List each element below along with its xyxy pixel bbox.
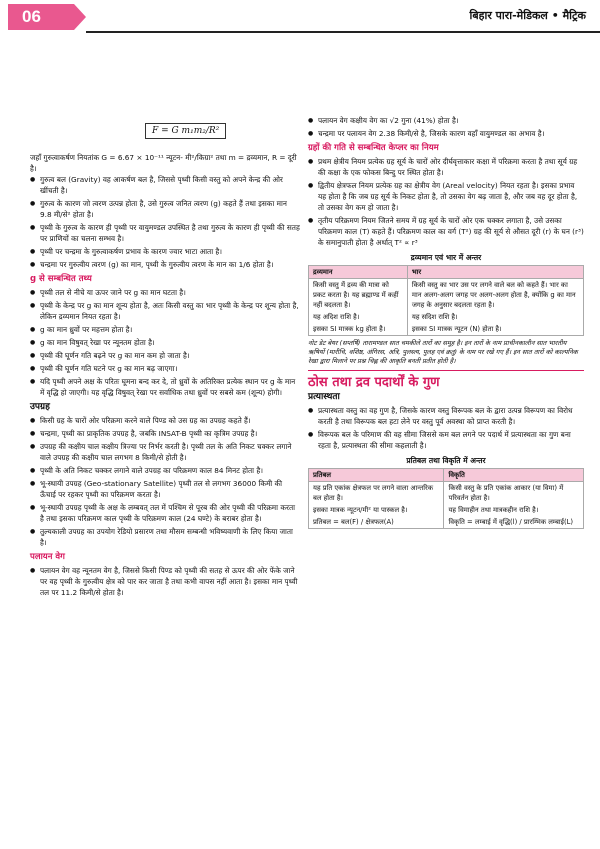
table-row <box>309 516 584 529</box>
book-title: बिहार पारा-मेडिकल • मैट्रिक <box>469 9 586 22</box>
list-item: ● पृथ्वी की घूर्णन गति घटने पर g का मान बढ़ जाएगा। <box>30 363 300 374</box>
list-item: ● भू-स्थायी उपग्रह पृथ्वी के अक्ष के लम्बवत् तल में पश्चिम से पूरब की ओर पृथ्वी की परिक्रमा करता है तथा इसका परिक्रमण काल पृथ्वी के परिक्रमण काल (24 घण्टे) के बराबर होता है। <box>30 502 300 524</box>
satellite-heading: उपग्रह <box>30 402 50 412</box>
list-item: ● प्रत्यास्थता वस्तु का वह गुण है, जिसके कारण वस्तु विरूपक बल के द्वारा उत्पन्न विरूपण का विरोध करती है तथा विरूपक बल हटा लेने पर वस्तु पूर्व अवस्था को प्राप्त करती है। <box>308 405 584 427</box>
list-item: ● g का मान ध्रुवों पर महत्तम होता है। <box>30 324 300 335</box>
table-cell: यह प्रति एकांक क्षेत्रफल पर लगने वाला आन्तरिक बल होता है। <box>309 482 444 505</box>
table-cell: इसका SI मात्रक kg होता है। <box>309 323 408 336</box>
g-facts-list <box>30 287 300 398</box>
solids-liquids-heading: ठोस तथा द्रव पदार्थों के गुण <box>308 375 440 390</box>
right-column <box>308 115 584 529</box>
table-cell: इसका मात्रक न्यूटन/मी² या पास्कल है। <box>309 504 444 516</box>
table-header: प्रतिबल <box>309 469 444 482</box>
table-cell: इसका SI मात्रक न्यूटन (N) होता है। <box>407 323 583 336</box>
list-item: ● पृथ्वी के केन्द्र पर g का मान शून्य होता है, अतः किसी वस्तु का भार पृथ्वी के केन्द्र पर शून्य होता है, लेकिन द्रव्यमान नियत रहता है। <box>30 300 300 322</box>
table-cell: प्रतिबल = बल(F) / क्षेत्रफल(A) <box>309 516 444 529</box>
list-item: ● g का मान विषुवत् रेखा पर न्यूनतम होता है। <box>30 337 300 348</box>
table-header: भार <box>407 266 583 279</box>
page-number: 06 <box>8 4 74 30</box>
escape-velocity-list <box>30 565 300 598</box>
table-row <box>309 504 584 516</box>
kepler-heading: ग्रहों की गति से सम्बन्धित केप्लर का नियम <box>308 143 439 153</box>
table-row <box>309 323 584 336</box>
escape-velocity-heading: पलायन वेग <box>30 552 65 562</box>
header-rule <box>86 31 600 33</box>
list-item: ● यदि पृथ्वी अपने अक्ष के परितः घूमना बन्द कर दे, तो ध्रुवों के अतिरिक्त प्रत्येक स्थान पर g के मान में वृद्धि हो जाएगी। यह वृद्धि विषुवत् रेखा पर सर्वाधिक तथा ध्रुवों पर सबसे कम (शून्य) होगी। <box>30 376 300 398</box>
table-cell: किसी वस्तु का भार उस पर लगने वाले बल को कहते हैं। भार का मान अलग-अलग जगह पर अलग-अलग होता है, क्योंकि g का मान जगह के अनुसार बदलता रहता है। <box>407 279 583 312</box>
table-cell: यह विमाहीन तथा मात्रकहीन राशि है। <box>444 504 584 516</box>
list-item: ● चन्द्रमा पर गुरुत्वीय त्वरण (g) का मान, पृथ्वी के गुरुत्वीय त्वरण के मान का 1/6 होता है। <box>30 259 300 270</box>
table-header: द्रव्यमान <box>309 266 408 279</box>
list-item: ● चन्द्रमा, पृथ्वी का प्राकृतिक उपग्रह है, जबकि INSAT-B पृथ्वी का कृत्रिम उपग्रह है। <box>30 428 300 439</box>
list-item: ● गुरुत्व बल (Gravity) वह आकर्षण बल है, जिससे पृथ्वी किसी वस्तु को अपने केन्द्र की ओर खींचती है। <box>30 174 300 196</box>
section-divider <box>308 370 584 371</box>
list-item: ● विरूपक बल के परिमाण की वह सीमा जिससे कम बल लगने पर पदार्थ में प्रत्यास्थता का गुण बना रहता है, प्रत्यास्थता की सीमा कहलाती है। <box>308 429 584 451</box>
mass-weight-table-title: द्रव्यमान एवं भार में अन्तर <box>410 253 482 262</box>
table-cell: यह सदिश राशि है। <box>407 311 583 323</box>
list-item: ● पृथ्वी के गुरुत्व के कारण ही पृथ्वी पर वायुमण्डल उपस्थित है तथा गुरुत्व के कारण ही पृथ्वी की सतह पर प्राणियों का चलना सम्भव है। <box>30 222 300 244</box>
list-item: ● पृथ्वी की घूर्णन गति बढ़ने पर g का मान कम हो जाता है। <box>30 350 300 361</box>
list-item: ● पृथ्वी पर चन्द्रमा के गुरुत्वाकर्षण प्रभाव के कारण ज्वार भाटा आता है। <box>30 246 300 257</box>
table-header: विकृति <box>444 469 584 482</box>
page-header <box>0 0 600 34</box>
table-cell: किसी वस्तु में द्रव्य की मात्रा को प्रकट करता है। यह ब्रह्माण्ड में कहीं नहीं बदलता है। <box>309 279 408 312</box>
table-cell: विकृति = लम्बाई में वृद्धि(l) / प्रारम्भिक लम्बाई(L) <box>444 516 584 529</box>
table-row <box>309 482 584 505</box>
table-cell: किसी वस्तु के प्रति एकांक आकार (या विमा) में परिवर्तन होता है। <box>444 482 584 505</box>
list-item: ● चन्द्रमा पर पलायन वेग 2.38 किमी/से है, जिसके कारण वहाँ वायुमण्डल का अभाव है। <box>308 128 584 139</box>
list-item: ● द्वितीय क्षेत्रफल नियम प्रत्येक ग्रह का क्षेत्रीय वेग (Areal velocity) नियत रहता है। इसका प्रभाव यह होता है कि जब ग्रह सूर्य के निकट होता है, तो उसका वेग बढ़ जाता है, और जब वह दूर होता है, तो उसका वेग कम हो जाता है। <box>308 180 584 213</box>
elasticity-list <box>308 405 584 451</box>
elasticity-heading: प्रत्यास्थता <box>308 392 340 402</box>
stress-strain-table <box>308 468 584 529</box>
list-item: ● पलायन वेग कक्षीय वेग का √2 गुना (41%) होता है। <box>308 115 584 126</box>
list-item: ● पृथ्वी तल से नीचे या ऊपर जाने पर g का मान घटता है। <box>30 287 300 298</box>
table-row <box>309 311 584 323</box>
g-facts-heading: g से सम्बन्धित तथ्य <box>30 274 92 284</box>
formula-intro: जहाँ गुरुत्वाकर्षण नियतांक G = 6.67 × 10⁻¹¹ न्यूटन- मी²/किग्रा² तथा m = द्रव्यमान, R = दूरी है। <box>30 153 297 173</box>
list-item: ● भू-स्थायी उपग्रह (Geo-stationary Satellite) पृथ्वी तल से लगभग 36000 किमी की ऊँचाई पर रहकर पृथ्वी का परिक्रमण करता है। <box>30 478 300 500</box>
list-item: ● पृथ्वी के अति निकट चक्कर लगाने वाले उपग्रह का परिक्रमण काल 84 मिनट होता है। <box>30 465 300 476</box>
escape-facts-list <box>308 115 584 139</box>
list-item: ● तुल्यकाली उपग्रह का उपयोग रेडियो प्रसारण तथा मौसम सम्बन्धी भविष्यवाणी के लिए किया जाता है। <box>30 526 300 548</box>
note: नोट डेट बेयर (सप्तर्षि) तारामण्डल सात चमकीले तारों का समूह है। इन तारों के नाम प्राचीनकालीन सात भारतीय ऋषियों (मारीचि, वशिष्ठ, अंगिरस, अत्रि, पुलस्त्य, पुलह एवं क्रतु) के नाम पर रखे गए हैं। इन सात तारों को काल्पनिक रेखा द्वारा मिलाने पर प्रश्न चिह्न की आकृति बनती प्रतीत होती है। <box>308 339 578 365</box>
list-item: ● गुरुत्व के कारण जो त्वरण उत्पन्न होता है, उसे गुरुत्व जनित त्वरण (g) कहते हैं तथा इसका मान 9.8 मी/से² होता है। <box>30 198 300 220</box>
table-row <box>309 279 584 312</box>
satellite-list <box>30 415 300 548</box>
left-column <box>30 152 300 600</box>
list-item: ● तृतीय परिक्रमण नियम जितने समय में ग्रह सूर्य के चारों ओर एक चक्कर लगाता है, उसे उसका परिक्रमण काल (T) कहते हैं। परिक्रमण काल का वर्ग (T²) ग्रह की सूर्य से औसत दूरी (r) के घन (r³) के समानुपाती होता है अर्थात् T² ∝ r³ <box>308 215 584 248</box>
kepler-list <box>308 156 584 248</box>
stress-strain-table-title: प्रतिबल तथा विकृति में अन्तर <box>406 456 486 465</box>
list-item: ● किसी ग्रह के चारों ओर परिक्रमा करने वाले पिण्ड को उस ग्रह का उपग्रह कहते हैं। <box>30 415 300 426</box>
gravity-list <box>30 174 300 270</box>
mass-weight-table <box>308 265 584 336</box>
list-item: ● पलायन वेग वह न्यूनतम वेग है, जिससे किसी पिण्ड को पृथ्वी की सतह से ऊपर की ओर फेंके जाने पर वह पृथ्वी के गुरुत्वीय क्षेत्र को पार कर जाता है तथा कभी वापस नहीं आता है। इसका मान पृथ्वी तल पर 11.2 किमी/से होता है। <box>30 565 300 598</box>
table-cell: यह अदिश राशि है। <box>309 311 408 323</box>
gravity-formula: F = G m₁m₂/R² <box>145 123 226 139</box>
list-item: ● प्रथम क्षेत्रीय नियम प्रत्येक ग्रह सूर्य के चारों ओर दीर्घवृत्ताकार कक्षा में परिक्रमा करता है तथा सूर्य ग्रह की कक्षा के एक फोकस बिन्दु पर स्थित होता है। <box>308 156 584 178</box>
list-item: ● उपग्रह की कक्षीय चाल कक्षीय त्रिज्या पर निर्भर करती है। पृथ्वी तल के अति निकट चक्कर लगाने वाले उपग्रह की कक्षीय चाल लगभग 8 किमी/से होती है। <box>30 441 300 463</box>
